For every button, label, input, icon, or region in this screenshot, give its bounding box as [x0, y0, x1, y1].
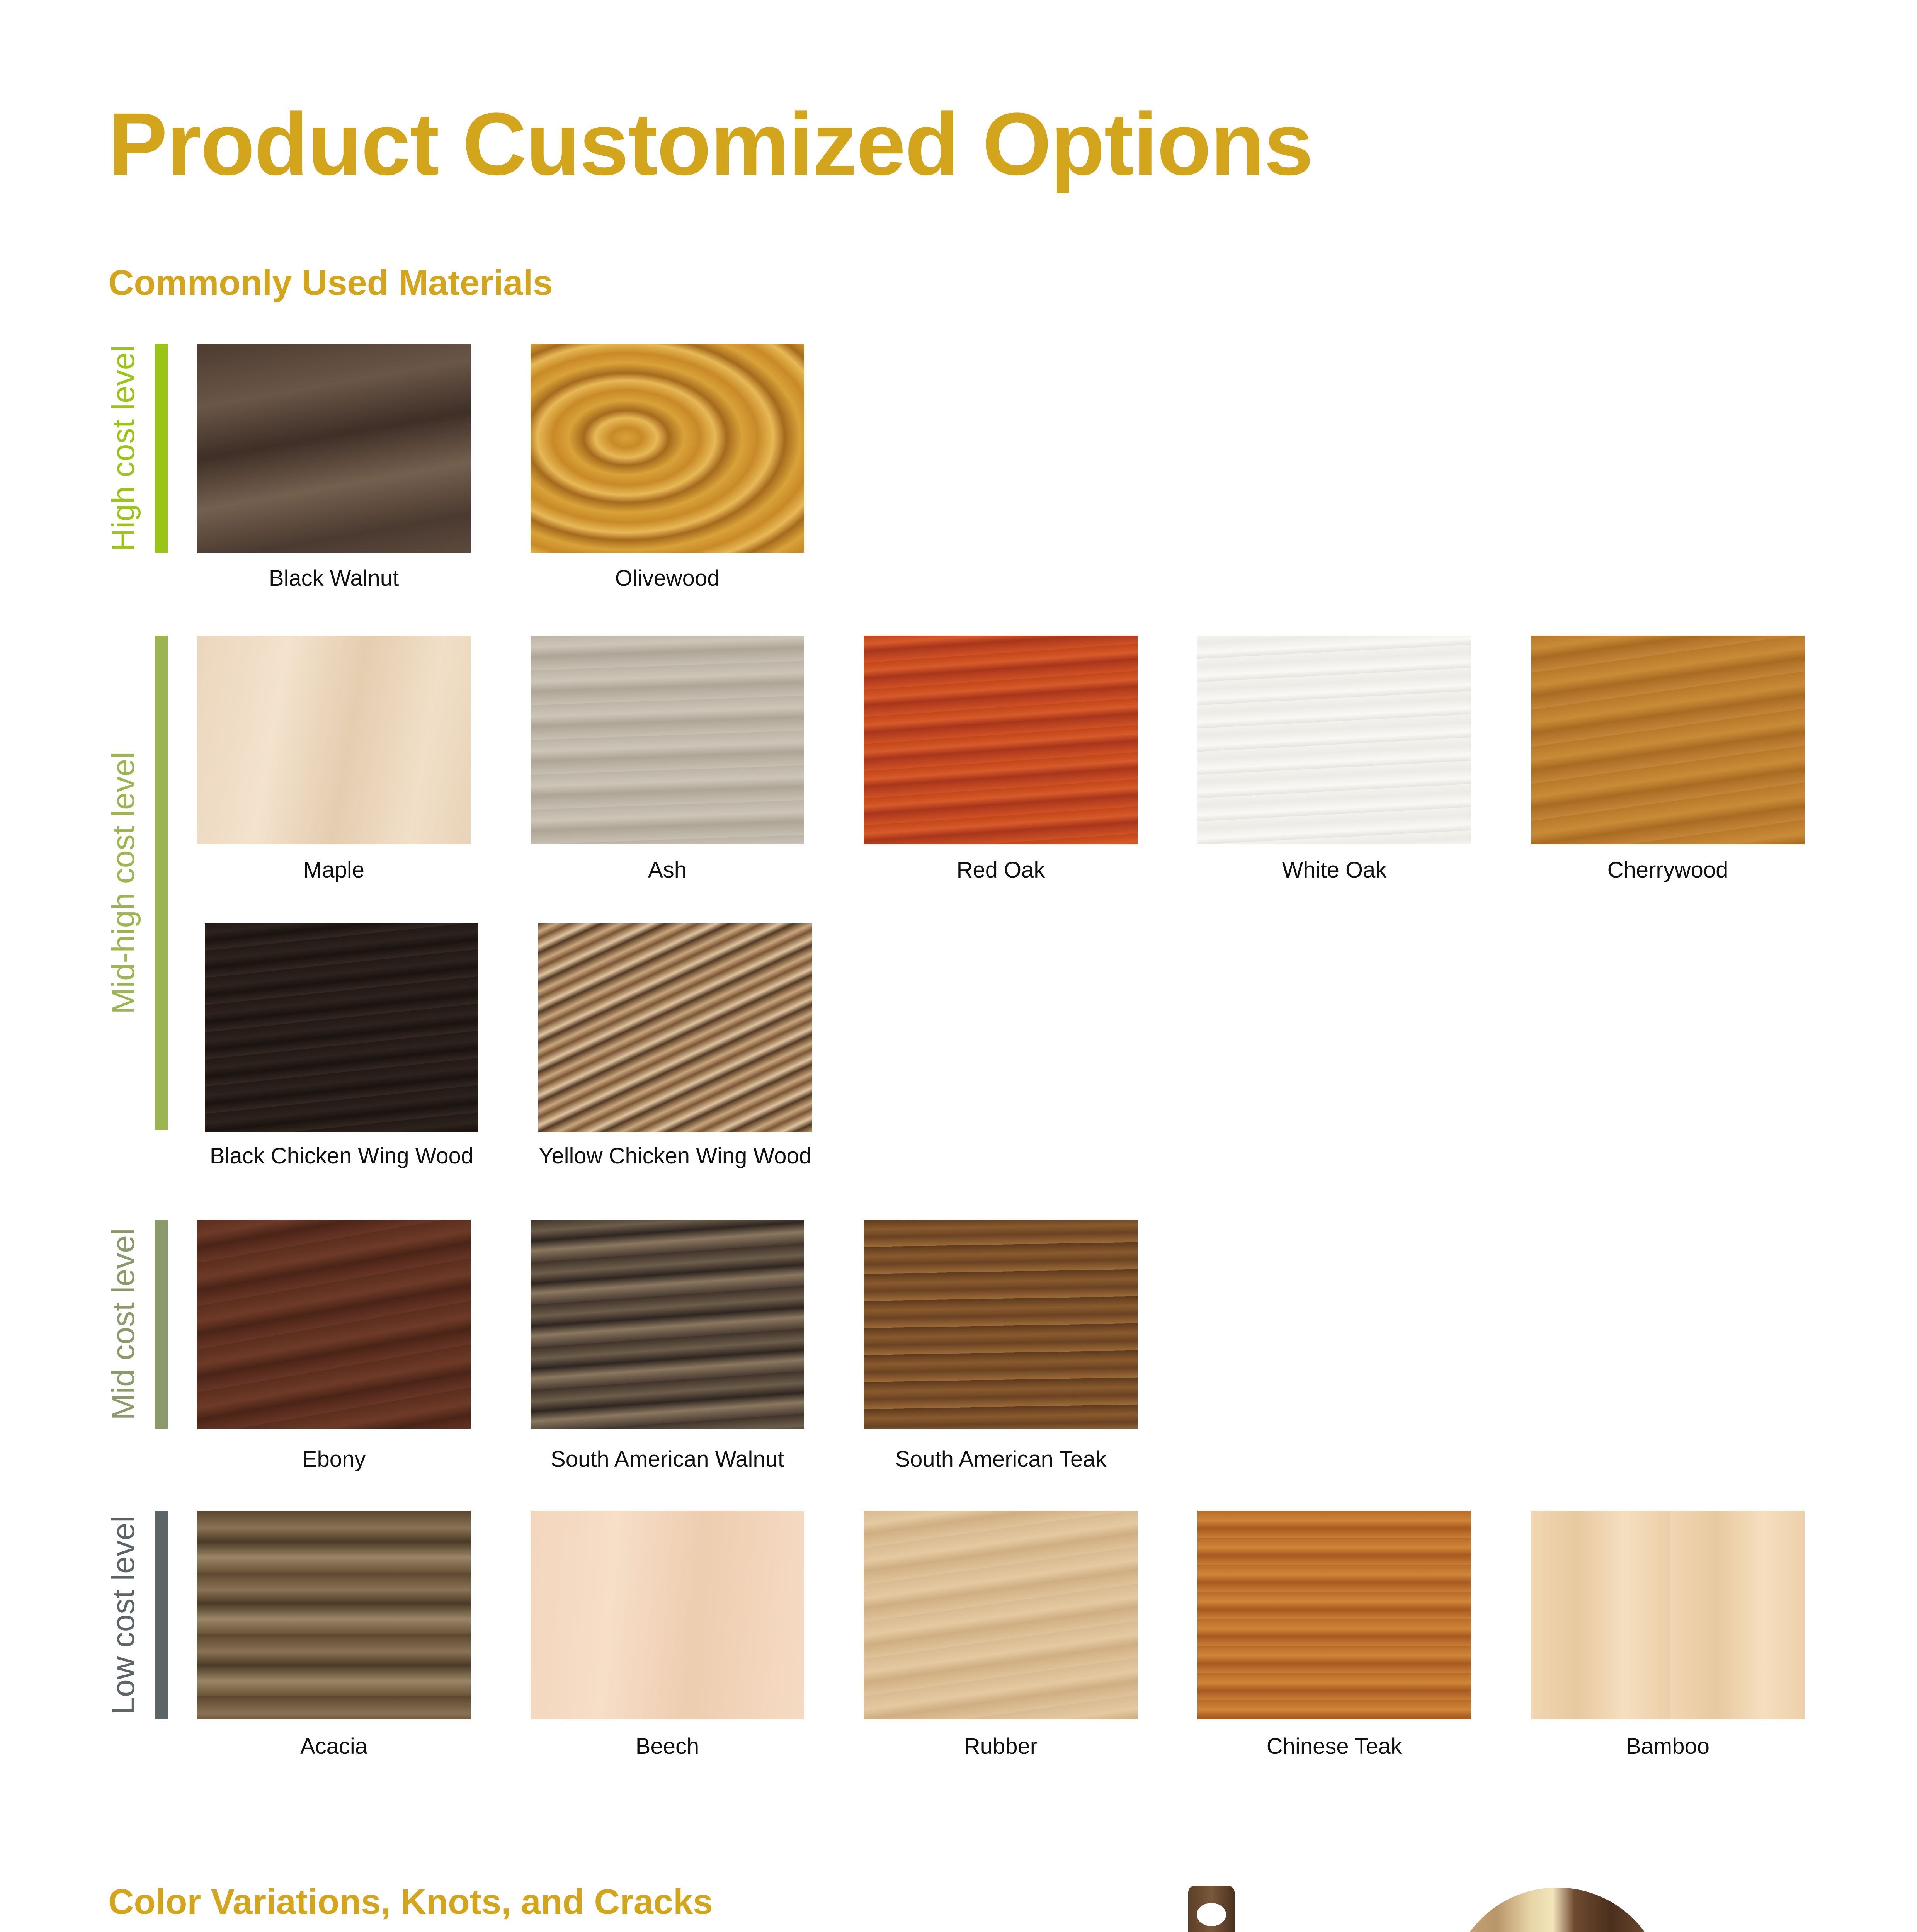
tier-label-high: High cost level — [106, 345, 141, 551]
detail-color-variations — [1449, 1888, 1665, 1932]
caption-black-chicken-wing: Black Chicken Wing Wood — [209, 1143, 474, 1168]
caption-acacia: Acacia — [300, 1734, 368, 1759]
tier-label-mid: Mid cost level — [106, 1228, 141, 1420]
caption-white-oak: White Oak — [1282, 857, 1387, 883]
caption-rubber: Rubber — [964, 1734, 1038, 1759]
cutting-board-image — [1094, 1886, 1349, 1932]
materials-heading: Commonly Used Materials — [108, 263, 553, 303]
swatch-ebony — [197, 1220, 471, 1429]
tier-bar-high — [155, 344, 168, 553]
swatch-yellow-chicken-wing — [538, 923, 812, 1132]
caption-cherrywood: Cherrywood — [1607, 857, 1728, 883]
caption-sa-walnut: South American Walnut — [551, 1447, 784, 1472]
swatch-ash — [531, 636, 804, 844]
caption-red-oak: Red Oak — [956, 857, 1045, 883]
page-title: Product Customized Options — [108, 94, 1313, 194]
swatch-beech — [531, 1511, 804, 1719]
caption-yellow-chicken-wing: Yellow Chicken Wing Wood — [538, 1143, 812, 1168]
caption-ebony: Ebony — [302, 1447, 366, 1472]
tier-label-low: Low cost level — [106, 1515, 141, 1715]
caption-beech: Beech — [635, 1734, 699, 1759]
tier-bar-midhigh — [155, 636, 168, 1130]
swatch-cherrywood — [1531, 636, 1805, 844]
caption-sa-teak: South American Teak — [895, 1447, 1107, 1472]
caption-maple: Maple — [303, 857, 364, 883]
swatch-black-walnut — [197, 344, 471, 553]
color-variations-heading: Color Variations, Knots, and Cracks — [108, 1882, 713, 1922]
swatch-sa-walnut — [531, 1220, 804, 1429]
caption-bamboo: Bamboo — [1626, 1734, 1710, 1759]
tier-bar-low — [155, 1511, 168, 1719]
swatch-black-chicken-wing — [205, 923, 478, 1132]
caption-olivewood: Olivewood — [615, 566, 720, 591]
swatch-acacia — [197, 1511, 471, 1719]
caption-chinese-teak: Chinese Teak — [1266, 1734, 1402, 1759]
caption-ash: Ash — [648, 857, 687, 883]
swatch-bamboo — [1531, 1511, 1805, 1719]
tier-label-midhigh: Mid-high cost level — [106, 752, 141, 1014]
swatch-chinese-teak — [1197, 1511, 1471, 1719]
tier-bar-mid — [155, 1220, 168, 1429]
swatch-rubber — [864, 1511, 1138, 1719]
swatch-maple — [197, 636, 471, 844]
swatch-olivewood — [531, 344, 804, 553]
caption-black-walnut: Black Walnut — [269, 566, 399, 591]
swatch-white-oak — [1197, 636, 1471, 844]
swatch-sa-teak — [864, 1220, 1138, 1429]
swatch-red-oak — [864, 636, 1138, 844]
